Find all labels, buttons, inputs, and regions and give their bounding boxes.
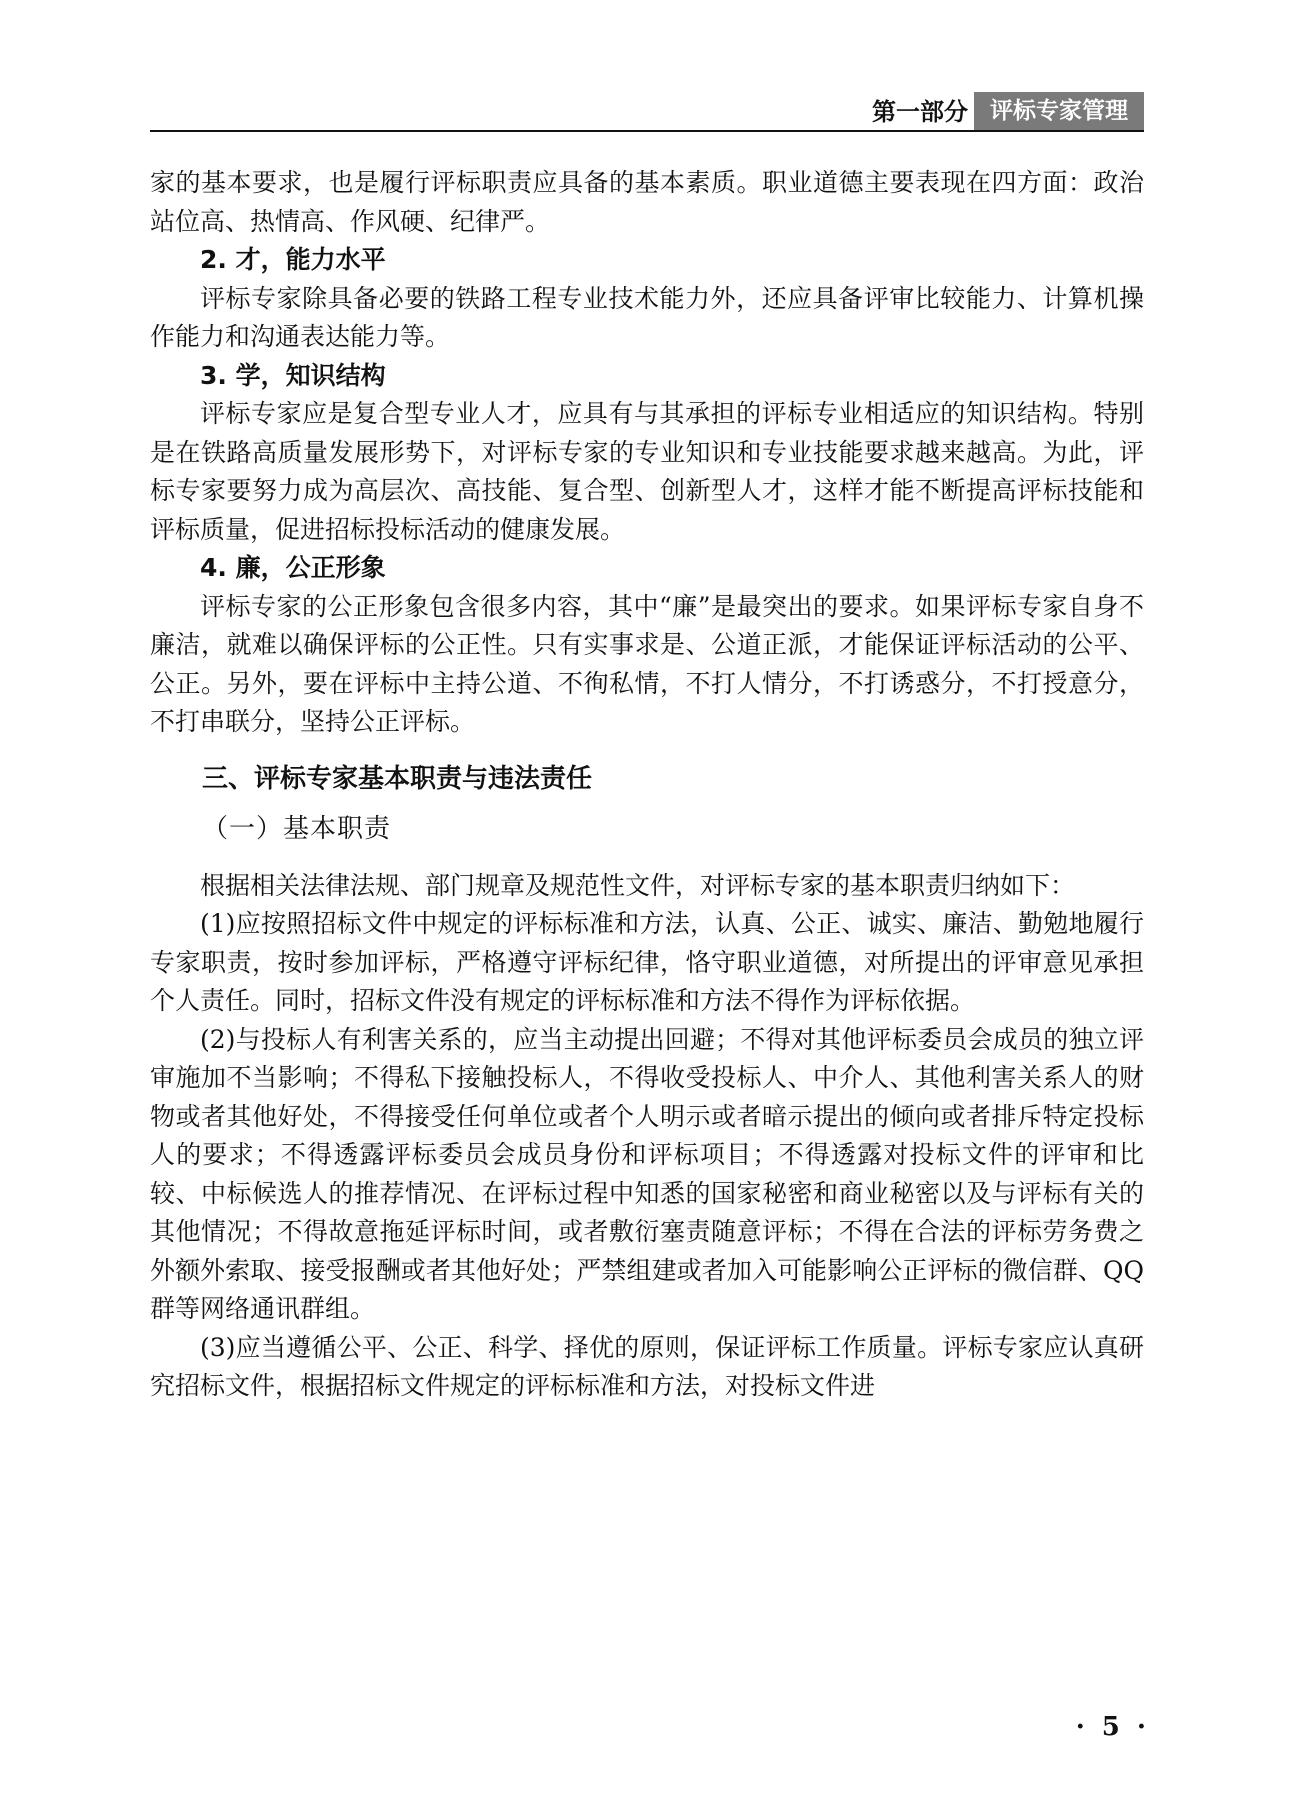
section-heading: 三、评标专家基本职责与违法责任 [202,763,593,794]
paragraph: 家的基本要求，也是履行评标职责应具备的基本素质。职业道德主要表现在四方面：政治站位高、热情高、作风硬、纪律严。 [150,168,1144,236]
header-rule [150,130,1144,132]
paragraph: (3)应当遵循公平、公正、科学、择优的原则，保证评标工作质量。评标专家应认真研究招标文件，根据招标文件规定的评标标准和方法，对投标文件进 [150,1332,1144,1400]
paragraph: (1)应按照招标文件中规定的评标标准和方法，认真、公正、诚实、廉洁、勤勉地履行专家职责，按时参加评标，严格遵守评标纪律，恪守职业道德，对所提出的评审意见承担个人责任。同时，招标文件没有规定的评标标准和方法不得作为评标依据。 [150,909,1144,1015]
subsection-heading: （一）基本职责 [202,814,392,844]
page-body [150,164,1144,1406]
paragraph: (2)与投标人有利害关系的，应当主动提出回避；不得对其他评标委员会成员的独立评审施加不当影响；不得私下接触投标人，不得收受投标人、中介人、其他利害关系人的财物或者其他好处，不得接受任何单位或者个人明示或者暗示提出的倾向或者排斥特定投标人的要求；不得透露评标委员会成员身份和评标项目；不得透露对投标文件的评审和比较、中标候选人的推荐情况、在评标过程中知悉的国家秘密和商业秘密以及与评标有关的其他情况；不得故意拖延评标时间，或者敷衍塞责随意评标；不得在合法的评标劳务费之外额外索取、接受报酬或者其他好处；严禁组建或者加入可能影响公正评标的微信群、QQ 群等网络通讯群组。 [150,1024,1144,1323]
paragraph: 评标专家的公正形象包含很多内容，其中“廉”是最突出的要求。如果评标专家自身不廉洁，就难以确保评标的公正性。只有实事求是、公道正派，才能保证评标活动的公平、公正。另外，要在评标中主持公道、不徇私情，不打人情分，不打诱惑分，不打授意分，不打串联分，坚持公正评标。 [150,591,1144,736]
running-header [150,92,1144,132]
paragraph: 评标专家应是复合型专业人才，应具有与其承担的评标专业相适应的知识结构。特别是在铁路高质量发展形势下，对评标专家的专业知识和专业技能要求越来越高。为此，评标专家要努力成为高层次、高技能、复合型、创新型人才，这样才能不断提高评标技能和评标质量，促进招标投标活动的健康发展。 [150,399,1144,544]
header-part-label: 第一部分 [872,98,968,126]
subheading: 4. 廉，公正形象 [200,553,386,582]
header-chapter-tag: 评标专家管理 [974,92,1144,130]
page-number: · 5 · [1075,1712,1150,1742]
paragraph: 根据相关法律法规、部门规章及规范性文件，对评标专家的基本职责归纳如下： [200,870,1076,900]
subheading: 3. 学，知识结构 [200,360,386,390]
paragraph: 评标专家除具备必要的铁路工程专业技术能力外，还应具备评审比较能力、计算机操作能力和沟通表达能力等。 [150,283,1144,351]
subheading: 2. 才，能力水平 [200,245,386,274]
